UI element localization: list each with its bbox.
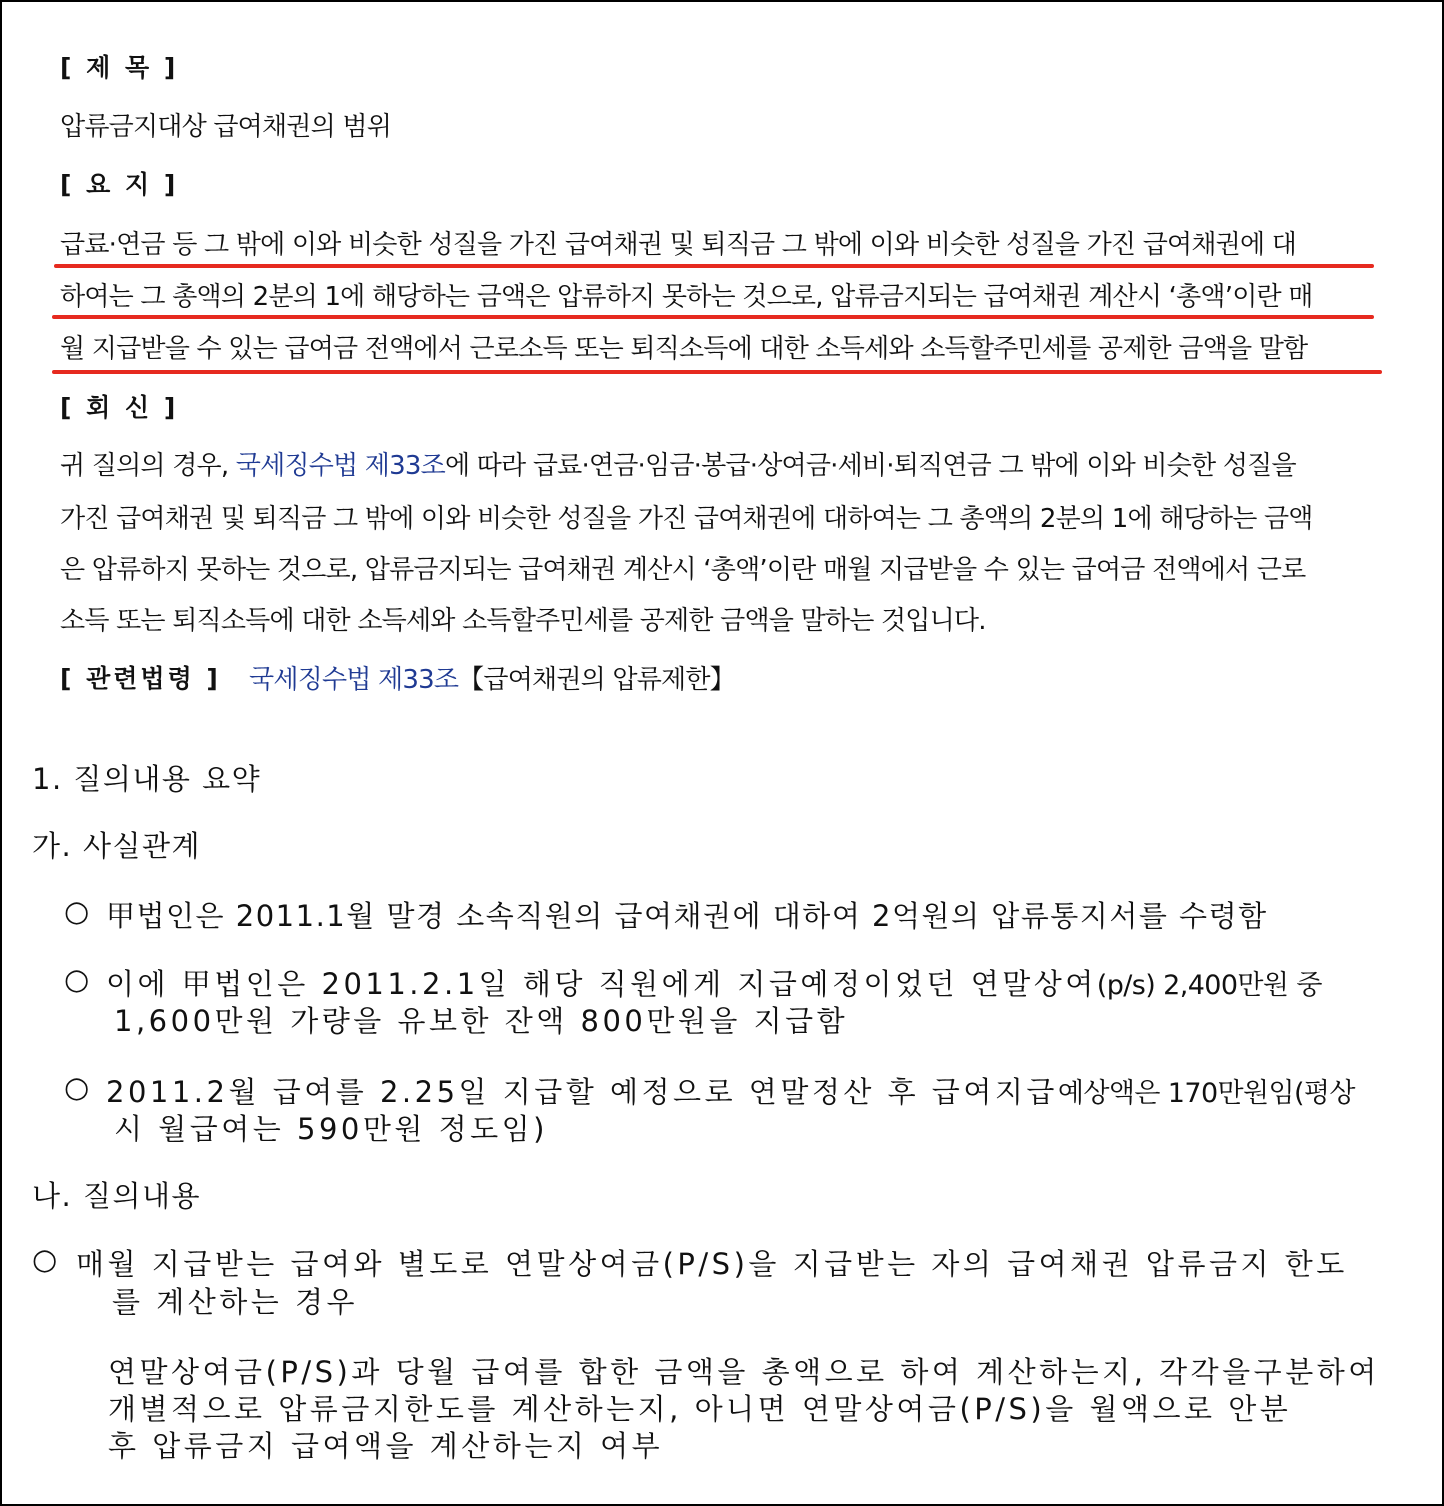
title-text: 압류금지대상 급여채권의 범위 xyxy=(60,112,392,142)
fact-text xyxy=(106,1070,1355,1111)
law-title: 【급여채권의 압류제한】 xyxy=(458,665,735,695)
question-text: 매월 지급받는 급여와 별도로 연말상여금(P/S)을 지급받는 자의 급여채권 압류금지 한도 xyxy=(76,1247,1348,1281)
law-link[interactable]: 국세징수법 제33조 xyxy=(235,451,445,481)
highlight-underline xyxy=(52,370,1382,374)
fact-text-part: 2011.2월 급여를 2.25일 지급할 예정으로 연말정산 후 급여지급 xyxy=(106,1075,1058,1109)
facts-heading: 가. 사실관계 xyxy=(32,829,202,863)
reply-line: 은 압류하지 못하는 것으로, 압류금지되는 급여채권 계산시 ‘총액’이란 매월 지급받을 수 있는 급여금 전액에서 근로 xyxy=(60,555,1306,585)
fact-text xyxy=(106,962,1322,1003)
title-heading: [ 제 목 ] xyxy=(60,53,179,82)
fact-text-part: 예상액은 170만원임(평상 xyxy=(1057,1078,1355,1109)
fact-text-part: 이에 甲법인은 2011.2.1일 해당 직원에게 지급예정이었던 연말상여 xyxy=(106,967,1097,1001)
summary-line: 급료·연금 등 그 밖에 이와 비슷한 성질을 가진 급여채권 및 퇴직금 그 밖에 이와 비슷한 성질을 가진 급여채권에 대 xyxy=(60,230,1297,260)
law-reference xyxy=(249,659,735,696)
highlight-underline xyxy=(54,264,1374,268)
reply-line: 소득 또는 퇴직소득에 대한 소득세와 소득할주민세를 공제한 금액을 말하는 것입니다. xyxy=(60,606,986,636)
section-heading: 1. 질의내용 요약 xyxy=(32,762,262,796)
bullet-icon: ○ xyxy=(64,962,91,996)
law-heading: [ 관련법령 ] xyxy=(60,664,221,693)
reply-line xyxy=(60,445,1296,482)
fact-text: 1,600만원 가량을 유보한 잔액 800만원을 지급함 xyxy=(114,1004,849,1038)
fact-text-part: (p/s) 2,400만원 중 xyxy=(1096,970,1322,1001)
question-heading: 나. 질의내용 xyxy=(32,1179,202,1213)
question-detail: 연말상여금(P/S)과 당월 급여를 합한 금액을 총액으로 하여 계산하는지, 각각을구분하여 xyxy=(108,1355,1380,1389)
question-detail: 후 압류금지 급여액을 계산하는지 여부 xyxy=(108,1429,664,1463)
reply-heading: [ 회 신 ] xyxy=(60,393,179,422)
fact-text: 시 월급여는 590만원 정도임) xyxy=(114,1112,548,1146)
fact-text: 甲법인은 2011.1월 말경 소속직원의 급여채권에 대하여 2억원의 압류통지서를 수령함 xyxy=(106,899,1268,933)
reply-text: 에 따라 급료·연금·임금·봉급·상여금·세비·퇴직연금 그 밖에 이와 비슷한 성질을 xyxy=(444,451,1296,481)
bullet-icon: ○ xyxy=(64,1070,91,1104)
bullet-icon: ○ xyxy=(64,894,91,928)
law-link[interactable]: 국세징수법 제33조 xyxy=(249,665,459,695)
bullet-icon: ○ xyxy=(32,1242,59,1276)
question-detail: 개별적으로 압류금지한도를 계산하는지, 아니면 연말상여금(P/S)을 월액으로 안분 xyxy=(108,1392,1292,1426)
question-text: 를 계산하는 경우 xyxy=(112,1285,359,1319)
summary-line: 하여는 그 총액의 2분의 1에 해당하는 금액은 압류하지 못하는 것으로, 압류금지되는 급여채권 계산시 ‘총액’이란 매 xyxy=(60,282,1313,312)
reply-line: 가진 급여채권 및 퇴직금 그 밖에 이와 비슷한 성질을 가진 급여채권에 대하여는 그 총액의 2분의 1에 해당하는 금액 xyxy=(60,504,1313,534)
summary-heading: [ 요 지 ] xyxy=(60,170,179,199)
summary-line: 월 지급받을 수 있는 급여금 전액에서 근로소득 또는 퇴직소득에 대한 소득세와 소득할주민세를 공제한 금액을 말함 xyxy=(60,334,1308,364)
highlight-underline xyxy=(52,315,1374,319)
reply-text: 귀 질의의 경우, xyxy=(60,451,236,481)
